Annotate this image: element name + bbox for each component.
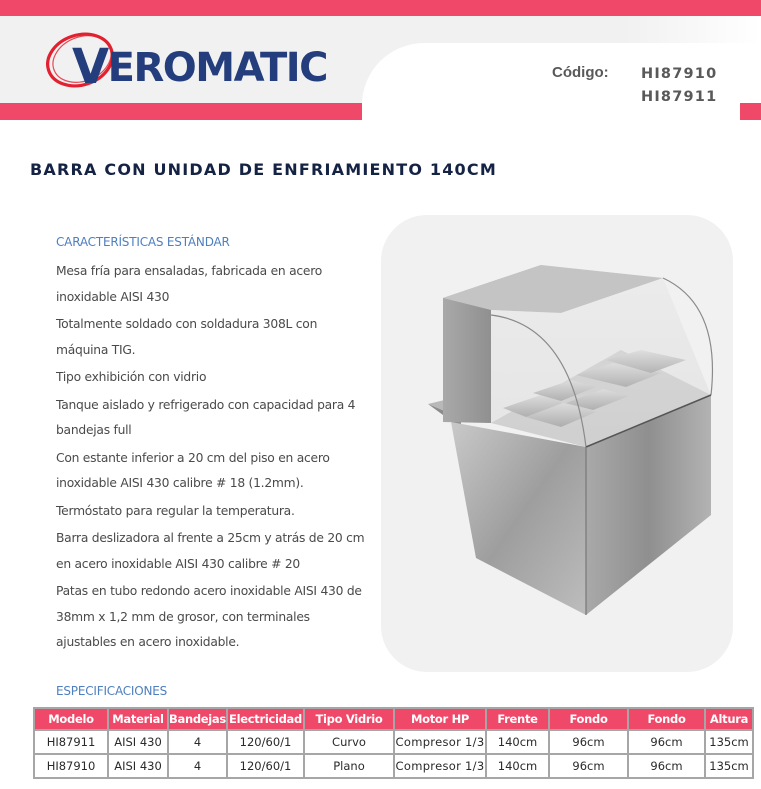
cell-altura: 135cm <box>705 730 753 754</box>
product-code-label: Código: <box>552 64 609 81</box>
cell-electricidad: 120/60/1 <box>227 730 304 754</box>
cell-fondo: 96cm <box>549 730 628 754</box>
product-code-2: HI87911 <box>641 89 718 105</box>
feature-item: Tipo exhibición con vidrio <box>56 370 207 384</box>
feature-item: Tanque aislado y refrigerado con capacidad para 4 bandejas full <box>56 397 356 437</box>
cell-bandejas: 4 <box>168 754 227 778</box>
cell-motor-hp: Compresor 1/3 <box>394 754 486 778</box>
col-header-motor-hp: Motor HP <box>394 708 486 730</box>
col-header-modelo: Modelo <box>34 708 108 730</box>
col-header-frente: Frente <box>486 708 549 730</box>
cell-material: AISI 430 <box>108 730 168 754</box>
col-header-tipo-vidrio: Tipo Vidrio <box>304 708 394 730</box>
brand-wordmark <box>72 37 327 93</box>
cell-tipo-vidrio: Plano <box>304 754 394 778</box>
header-right-accent-block <box>740 103 761 120</box>
col-header-electricidad: Electricidad <box>227 708 304 730</box>
logo-initial: V <box>72 39 108 95</box>
cell-fondo-2: 96cm <box>628 754 705 778</box>
feature-item: Termóstato para regular la temperatura. <box>56 503 295 518</box>
col-header-bandejas: Bandejas <box>168 708 227 730</box>
feature-item: Barra deslizadora al frente a 25cm y atrás de 20 cm en acero inoxidable AISI 430 calibre # 20 <box>56 531 365 571</box>
feature-item: Con estante inferior a 20 cm del piso en acero inoxidable AISI 430 calibre # 18 (1.2mm). <box>56 450 330 490</box>
cell-material: AISI 430 <box>108 754 168 778</box>
cell-tipo-vidrio: Curvo <box>304 730 394 754</box>
cell-frente: 140cm <box>486 754 549 778</box>
product-codes <box>641 63 717 109</box>
col-header-material: Material <box>108 708 168 730</box>
cell-altura: 135cm <box>705 754 753 778</box>
page-title: BARRA CON UNIDAD DE ENFRIAMIENTO 140CM <box>30 160 497 179</box>
cell-electricidad: 120/60/1 <box>227 754 304 778</box>
cell-bandejas: 4 <box>168 730 227 754</box>
features-heading: CARACTERÍSTICAS ESTÁNDAR <box>56 235 230 249</box>
features-list <box>56 259 366 658</box>
cell-fondo: 96cm <box>549 754 628 778</box>
salad-bar-illustration-icon <box>381 215 733 672</box>
col-header-fondo: Fondo <box>549 708 628 730</box>
feature-item: Totalmente soldado con soldadura 308L con máquina TIG. <box>56 317 318 357</box>
cell-modelo: HI87911 <box>34 730 108 754</box>
cell-fondo-2: 96cm <box>628 730 705 754</box>
product-image <box>381 215 733 672</box>
top-accent-band <box>0 0 761 16</box>
brand-logo <box>42 26 327 95</box>
col-header-altura: Altura <box>705 708 753 730</box>
col-header-fondo-2: Fondo <box>628 708 705 730</box>
table-row <box>34 730 753 754</box>
header-left-accent-bar <box>0 103 362 120</box>
specs-heading: ESPECIFICACIONES <box>56 684 168 698</box>
table-row <box>34 754 753 778</box>
feature-item: Patas en tubo redondo acero inoxidable AISI 430 de 38mm x 1,2 mm de grosor, con terminales ajustables en acero inoxidable. <box>56 584 362 649</box>
specs-table <box>33 707 754 779</box>
cell-frente: 140cm <box>486 730 549 754</box>
feature-item: Mesa fría para ensaladas, fabricada en acero inoxidable AISI 430 <box>56 264 323 304</box>
logo-rest: EROMATIC <box>107 45 327 91</box>
cell-motor-hp: Compresor 1/3 <box>394 730 486 754</box>
cell-modelo: HI87910 <box>34 754 108 778</box>
specs-header-row <box>34 708 753 730</box>
product-code-1: HI87910 <box>641 66 718 82</box>
